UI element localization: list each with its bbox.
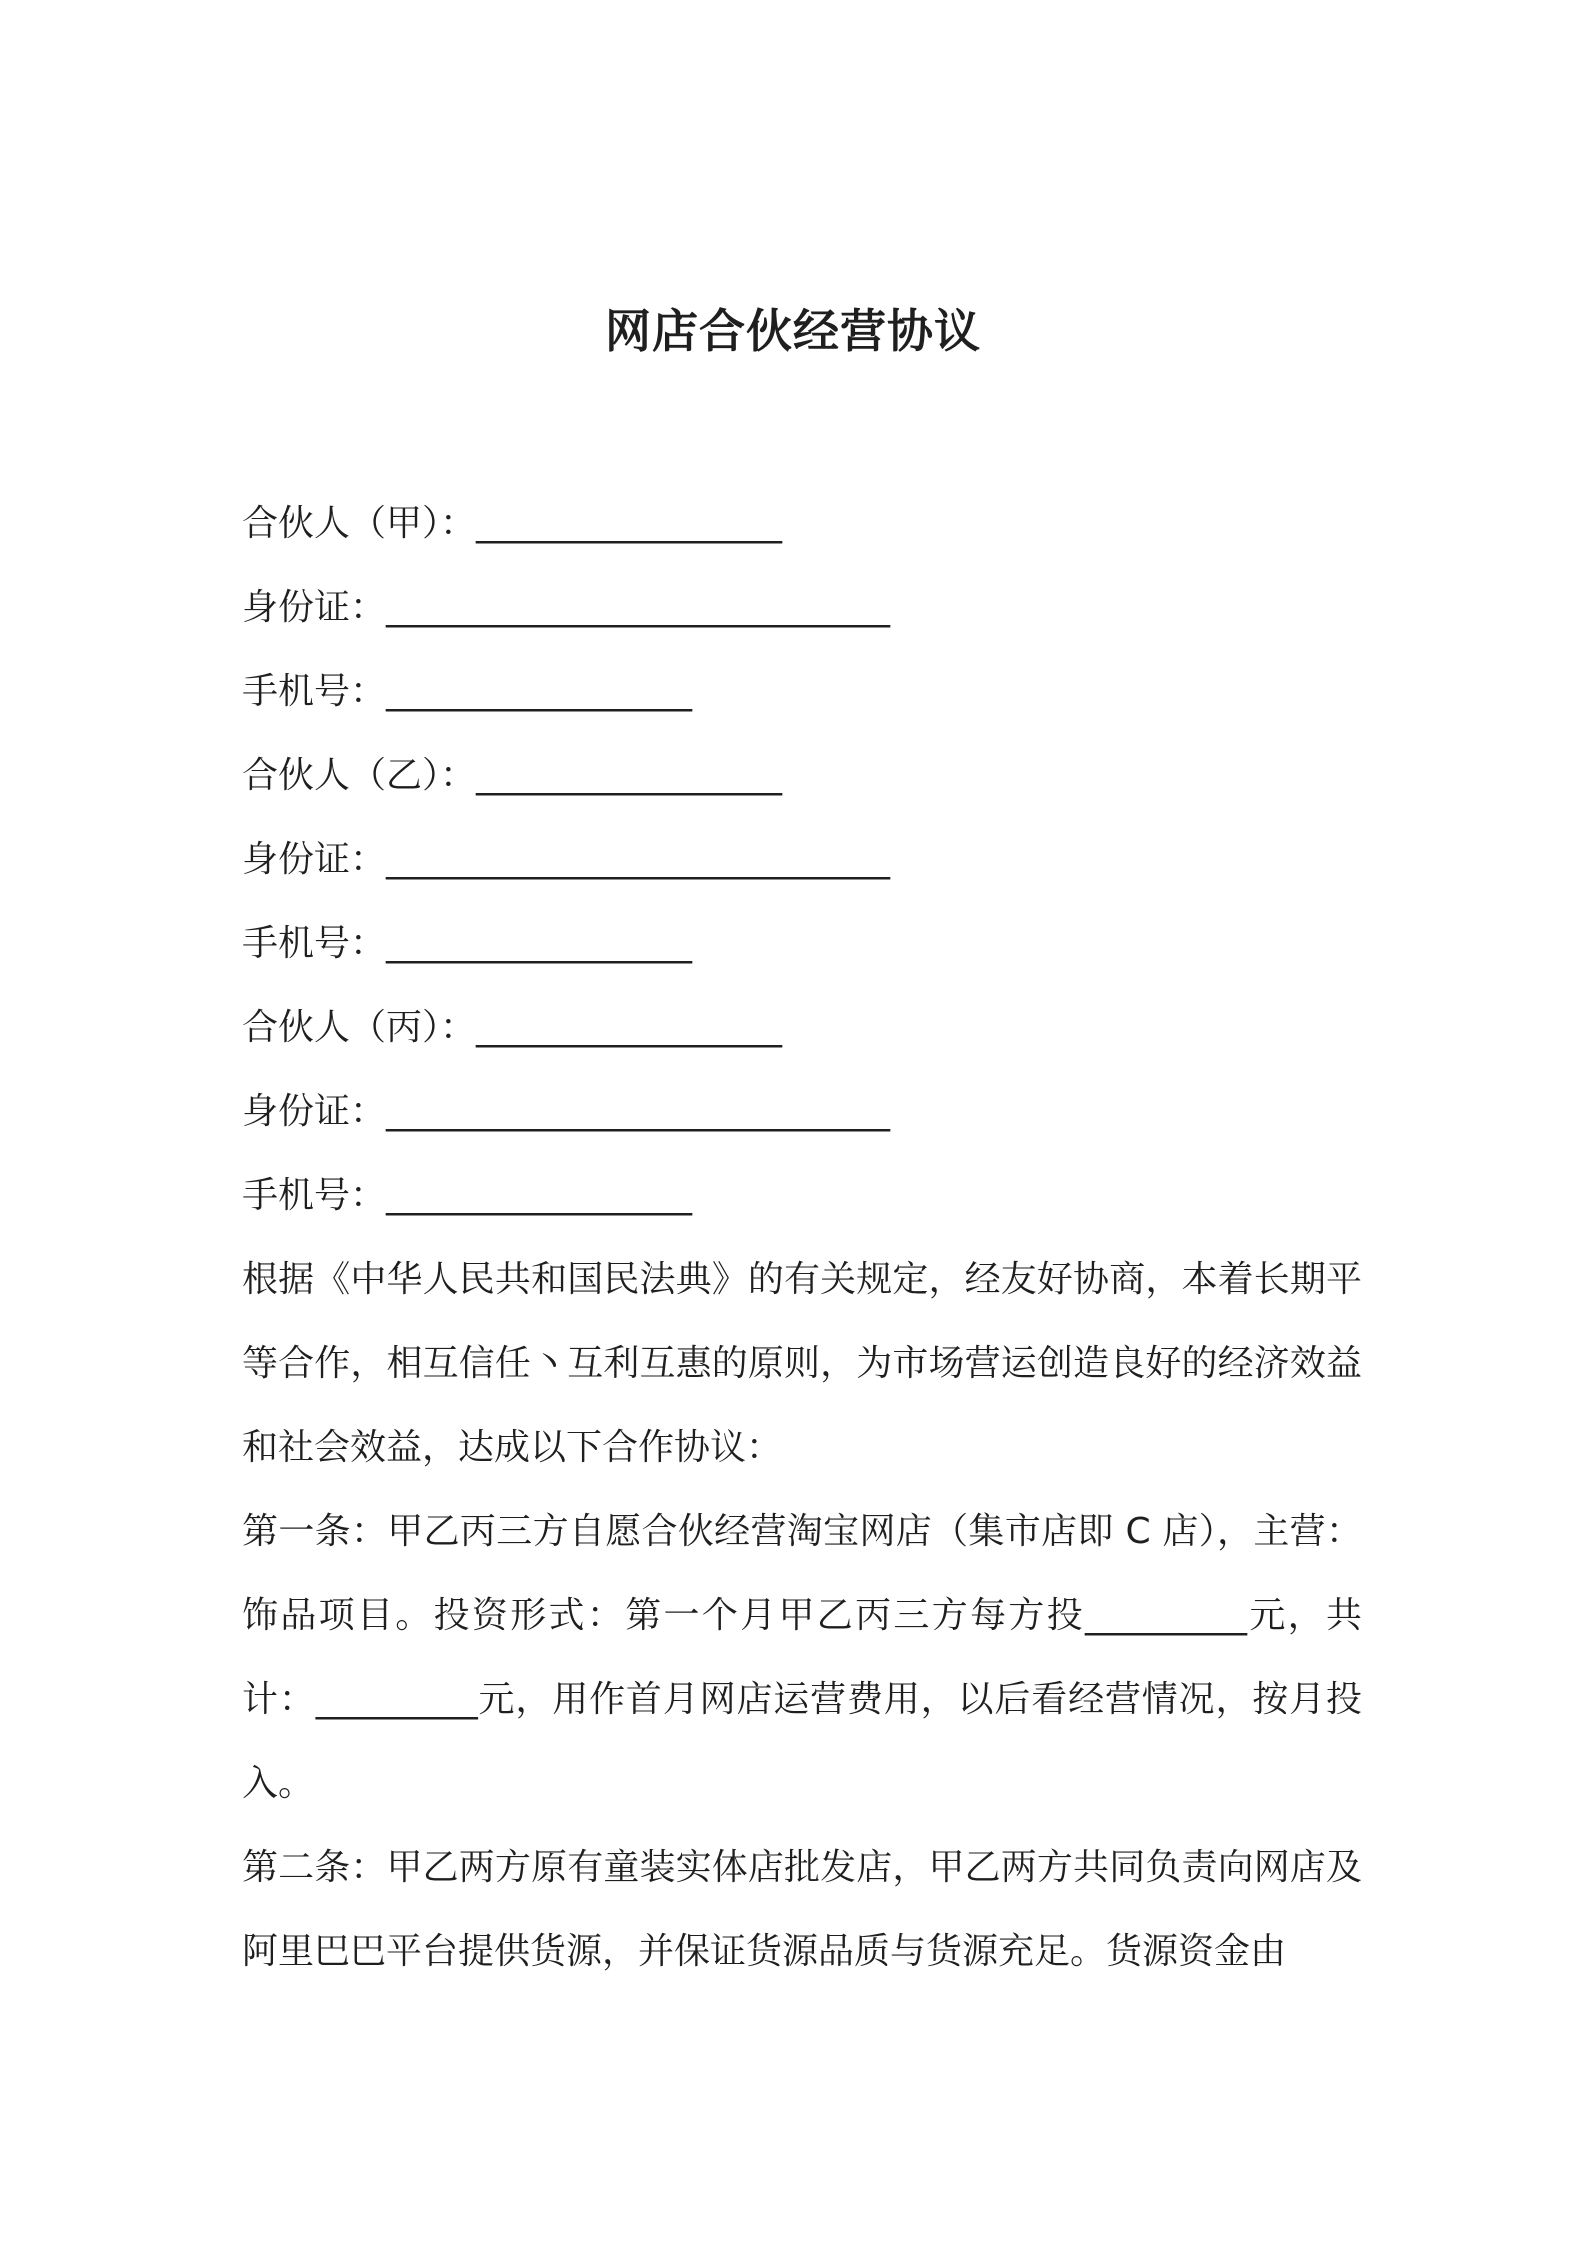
field-partner-a: 合伙人（甲）：_________________ xyxy=(242,503,783,544)
paragraph-article-1: 第一条：甲乙丙三方自愿合伙经营淘宝网店（集市店即 C 店），主营：饰品项目。投资形式：第一个月甲乙丙三方每方投_________元，共计：_________元，用作首月网店运营费用，以后看经营情况，按月投入。 xyxy=(242,1511,1362,1804)
document-body xyxy=(242,482,1362,1994)
field-phone-c: 手机号：_________________ xyxy=(242,1175,693,1216)
field-id-card-c: 身份证：____________________________ xyxy=(242,1091,891,1132)
field-partner-c: 合伙人（丙）：_________________ xyxy=(242,1007,783,1048)
paragraph-preamble: 根据《中华人民共和国民法典》的有关规定，经友好协商，本着长期平等合作，相互信任丶互利互惠的原则，为市场营运创造良好的经济效益和社会效益，达成以下合作协议： xyxy=(242,1259,1362,1468)
paragraph-article-2: 第二条：甲乙两方原有童装实体店批发店，甲乙两方共同负责向网店及阿里巴巴平台提供货源，并保证货源品质与货源充足。货源资金由 xyxy=(242,1847,1362,1972)
field-phone-b: 手机号：_________________ xyxy=(242,923,693,964)
field-partner-b: 合伙人（乙）：_________________ xyxy=(242,755,783,796)
field-id-card-b: 身份证：____________________________ xyxy=(242,839,891,880)
field-phone-a: 手机号：_________________ xyxy=(242,671,693,712)
field-id-card-a: 身份证：____________________________ xyxy=(242,587,891,628)
document-title: 网店合伙经营协议 xyxy=(605,304,981,358)
